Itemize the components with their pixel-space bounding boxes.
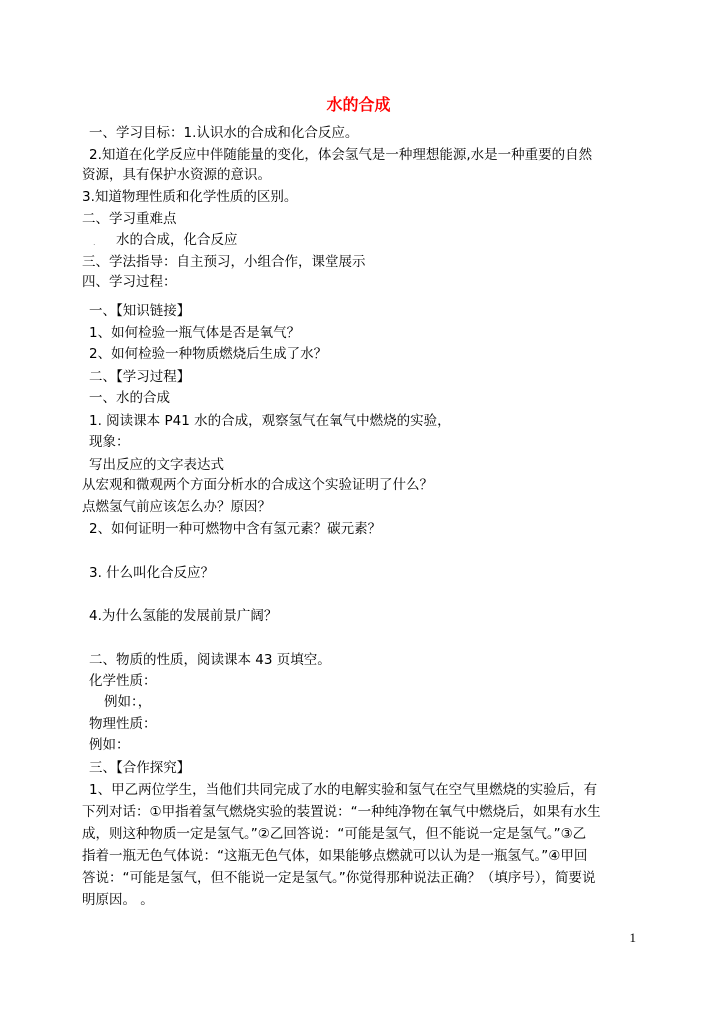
text-line: 现象： [89, 434, 130, 450]
text-line: 1、甲乙两位学生，当他们共同完成了水的电解实验和氢气在空气里燃烧的实验后，有 [89, 782, 598, 798]
text-line: 答说：“可能是氢气，但不能说一定是氢气。”你觉得那种说法正确？（填序号），简要说 [82, 870, 596, 886]
text-line: 二、学习重难点 [82, 211, 177, 227]
text-line: 1. 阅读课本 P41 水的合成，观察氢气在氧气中燃烧的实验， [89, 413, 451, 429]
text-line: 1、如何检验一瓶气体是否是氧气？ [89, 325, 301, 341]
text-line: 3.知道物理性质和化学性质的区别。 [82, 189, 298, 205]
text-line: 例如： [89, 737, 130, 753]
text-line: 写出反应的文字表达式 [89, 457, 224, 473]
text-line: 一、学习目标：1.认识水的合成和化合反应。 [89, 125, 359, 141]
text-line: 明原因。 。 [82, 892, 154, 908]
text-line: 四、学习过程： [82, 274, 177, 290]
text-line: 三、学法指导：自主预习，小组合作，课堂展示 [82, 254, 366, 270]
text-line: 4.为什么氢能的发展前景广阔？ [89, 608, 278, 624]
text-line: 成，则这种物质一定是氢气。”②乙回答说：“可能是氢气，但不能说一定是氢气。”③乙 [82, 826, 587, 842]
page-title: 水的合成 [326, 95, 391, 114]
text-line: 资源，具有保护水资源的意识。 [82, 167, 271, 183]
text-line: 2、如何证明一种可燃物中含有氢元素？碳元素？ [89, 521, 382, 537]
text-line: 三、【合作探究】 [89, 760, 191, 776]
text-line: 化学性质： [89, 673, 157, 689]
text-line: 例如：， [104, 694, 152, 710]
text-line: 一、水的合成 [89, 390, 170, 406]
text-line: 二、物质的性质，阅读课本 43 页填空。 [89, 652, 331, 668]
text-line: 一、【知识链接】 [89, 303, 191, 319]
text-line: 二、【学习过程】 [89, 369, 191, 385]
text-line: 从宏观和微观两个方面分析水的合成这个实验证明了什么？ [82, 477, 433, 493]
text-line: 点燃氢气前应该怎么办？原因？ [82, 499, 271, 515]
text-line: 3. 什么叫化合反应？ [89, 565, 215, 581]
text-line: 2、如何检验一种物质燃烧后生成了水？ [89, 346, 328, 362]
page-number: 1 [629, 930, 636, 945]
text-line: 2.知道在化学反应中伴随能量的变化，体会氢气是一种理想能源,水是一种重要的自然 [89, 147, 593, 163]
text-line: 指着一瓶无色气体说：“这瓶无色气体，如果能够点燃就可以认为是一瓶氢气。”④甲回 [82, 848, 588, 864]
text-line: 物理性质： [89, 716, 157, 732]
text-line: 水的合成，化合反应 [116, 232, 238, 248]
text-line: 下列对话：①甲指着氢气燃烧实验的装置说：“一种纯净物在氧气中燃烧后，如果有水生 [82, 804, 601, 820]
bullet-mark: . [93, 238, 96, 247]
